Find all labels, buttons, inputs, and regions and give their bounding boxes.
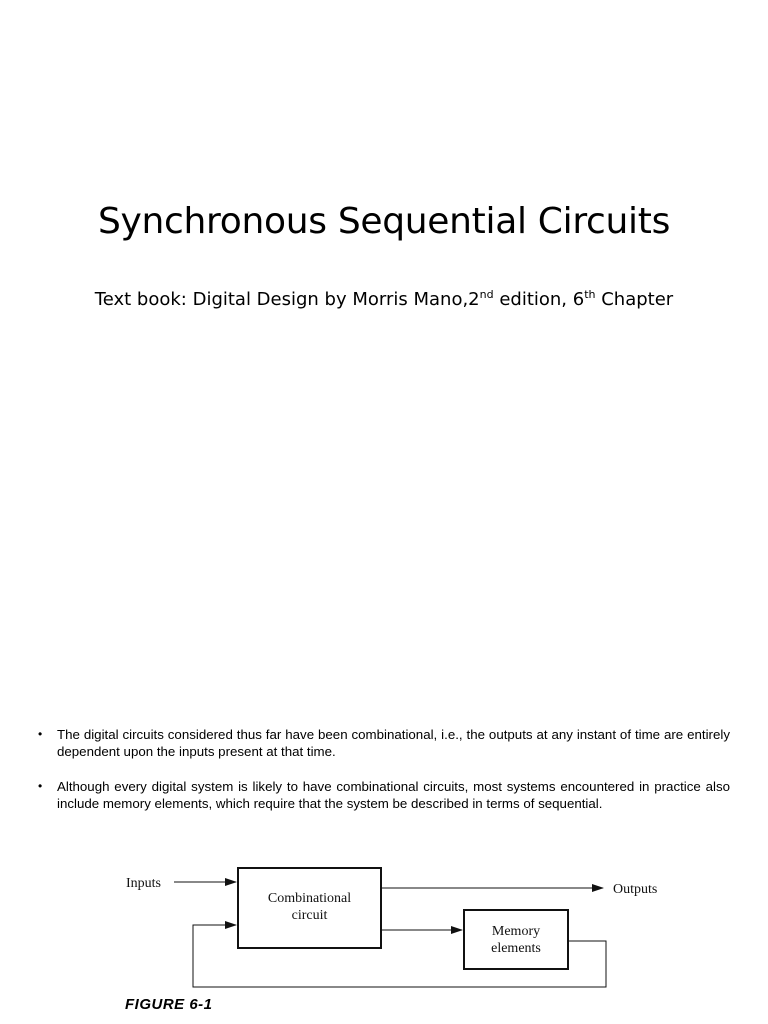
outputs-label: Outputs — [613, 882, 658, 897]
combinational-label-line1: Combinational — [267, 891, 352, 906]
slide-title: Synchronous Sequential Circuits — [97, 201, 671, 242]
bullet-text: The digital circuits considered thus far have been combinational, i.e., the outputs at any instant of time are entirely dependent upon the inputs present at that time. — [57, 727, 730, 759]
bullet-marker: • — [38, 727, 43, 741]
memory-elements-box — [464, 910, 568, 969]
block-diagram-figure — [120, 855, 680, 1024]
memory-label-line1: Memory — [491, 924, 541, 939]
subtitle-sup-th: th — [584, 288, 596, 301]
bullet-item — [38, 726, 730, 760]
memory-label-line2: elements — [491, 941, 541, 956]
content-slide — [0, 690, 768, 1024]
bullet-marker: • — [38, 779, 43, 793]
bullet-item — [38, 778, 730, 812]
slide-subtitle — [0, 289, 768, 310]
subtitle-prefix: Text book: Digital Design by Morris Mano,2 — [94, 289, 480, 310]
figure-caption: FIGURE 6-1 — [125, 996, 213, 1013]
combinational-label-line2: circuit — [291, 908, 328, 923]
bullet-text: Although every digital system is likely to have combinational circuits, most systems encountered in practice also include memory elements, which require that the system be described in terms of sequential. — [57, 779, 730, 811]
bullet-list — [38, 726, 730, 830]
subtitle-mid: edition, 6 — [493, 289, 585, 310]
inputs-label: Inputs — [126, 876, 161, 891]
block-diagram — [120, 855, 680, 995]
subtitle-suffix: Chapter — [595, 289, 674, 310]
subtitle-sup-nd: nd — [479, 288, 494, 301]
